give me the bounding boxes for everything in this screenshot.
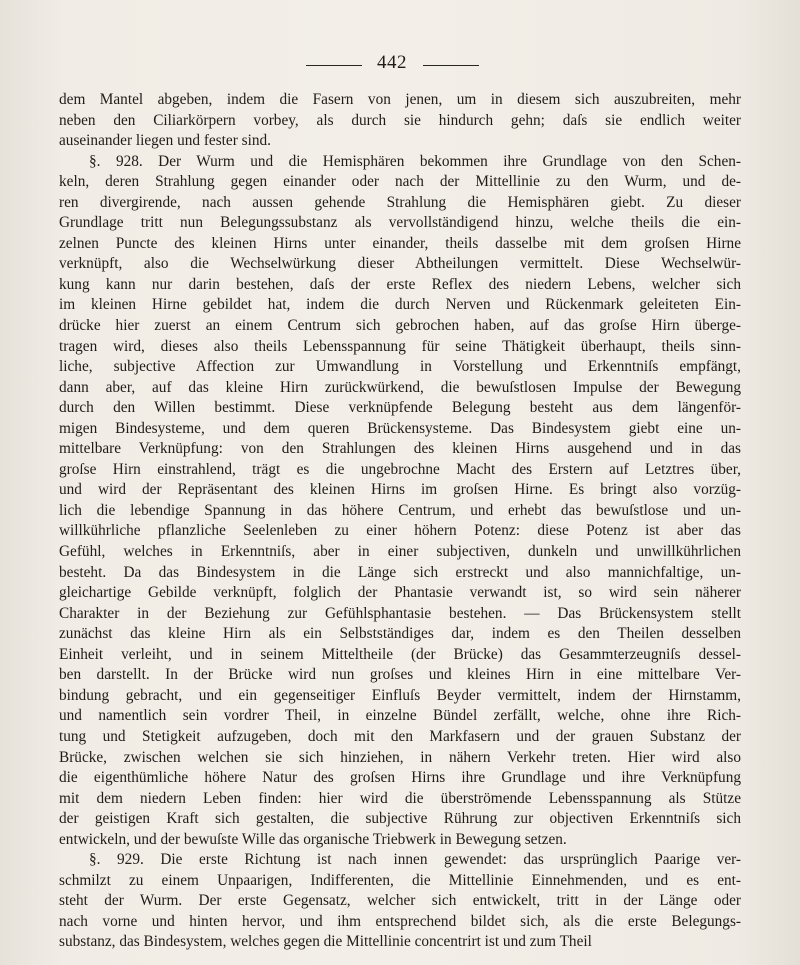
text-line: groſse Hirn einstrahlend, trägt es die ungebrochne Macht des Erstern auf Letztres über, <box>59 460 741 478</box>
text-line: zunächst das kleine Hirn als ein Selbstständiges dar, indem es den Theilen desselben <box>59 625 741 643</box>
text-line: §. 929. Die erste Richtung ist nach innen gewendet: das ursprünglich Paarige ver- <box>89 851 741 869</box>
text-line: und wird der Repräsentant des kleinen Hirns im groſsen Hirne. Es bringt also vorzüg- <box>59 481 741 499</box>
text-line: Gefühl, welches in Erkenntniſs, aber in einer subjectiven, dunkeln und unwillkührlichen <box>59 543 741 561</box>
text-line: auseinander liegen und fester sind. <box>59 132 271 150</box>
paragraph <box>59 90 741 152</box>
text-line: die eigenthümliche höhere Natur des groſsen Hirns ihre Grundlage und ihre Verknüpfung <box>59 769 741 787</box>
text-line: der geistigen Kraft sich gestalten, die subjective Rührung zur objectiven Erkenntniſs sich <box>59 810 741 828</box>
text-line: ren divergirende, nach aussen gehende Strahlung die Hemisphären giebt. Zu dieser <box>59 193 741 211</box>
text-line: tragen wird, dieses also theils Lebensspannung für seine Thätigkeit überhaupt, theils sinn- <box>59 337 741 355</box>
text-line: Charakter in der Beziehung zur Gefühlsphantasie bestehen. — Das Brückensystem stellt <box>59 604 741 622</box>
text-line: bindung gebracht, und ein gegenseitiger Einfluſs Beyder vermittelt, indem der Hirnstamm, <box>59 686 741 704</box>
text-line: tung und Stetigkeit aufzugeben, doch mit den Markfasern und der grauen Substanz der <box>59 727 741 745</box>
page-number: 442 <box>377 52 407 73</box>
paragraph <box>59 152 741 851</box>
text-line: gleichartige Gebilde verknüpft, folglich der Phantasie verwandt ist, so wird sein näherer <box>59 584 741 602</box>
header-rule-left <box>306 65 362 66</box>
text-line: kung kann nur darin bestehen, daſs der erste Reflex des niedern Lebens, welcher sich <box>59 275 741 293</box>
text-line: §. 928. Der Wurm und die Hemisphären bekommen ihre Grundlage von den Schen- <box>89 152 741 170</box>
text-line: willkührliche pflanzliche Seelenleben zu einer höhern Potenz: diese Potenz ist aber das <box>59 522 741 540</box>
page-header <box>0 52 800 76</box>
text-line: entwickeln, und der bewuſste Wille das organische Triebwerk in Bewegung setzen. <box>59 830 567 848</box>
text-line: liche, subjective Affection zur Umwandlung in Vorstellung und Erkenntniſs empfängt, <box>59 358 741 376</box>
text-line: Brücke, zwischen welchen sie sich hinziehen, in nähern Verkehr treten. Hier wird also <box>59 748 741 766</box>
text-line: neben den Ciliarkörpern vorbey, als durch sie hindurch gehn; daſs sie endlich weiter <box>59 111 741 129</box>
text-line: besteht. Da das Bindesystem in die Länge sich erstreckt und also mannichfaltige, un- <box>59 563 741 581</box>
header-rule-right <box>423 65 479 66</box>
text-line: Grundlage tritt nun Belegungssubstanz als vervollständigend hinzu, welche theils die ein- <box>59 214 741 232</box>
text-line: und namentlich sein vordrer Theil, in einzelne Bündel zerfällt, welche, ohne ihre Rich- <box>59 707 741 725</box>
text-line: Einheit verleiht, und in seinem Mitteltheile (der Brücke) das Gesammterzeugniſs dessel- <box>59 645 741 663</box>
body-text <box>59 90 741 953</box>
text-line: substanz, das Bindesystem, welches gegen die Mittellinie concentrirt ist und zum Theil <box>59 933 592 951</box>
text-line: durch den Willen bestimmt. Diese verknüpfende Belegung besteht aus dem längenför- <box>59 399 741 417</box>
text-line: dem Mantel abgeben, indem die Fasern von jenen, um in diesem sich auszubreiten, mehr <box>59 91 741 108</box>
text-line: migen Bindesysteme, und dem queren Brückensysteme. Das Bindesystem giebt eine un- <box>59 419 741 437</box>
text-line: im kleinen Hirne gebildet hat, indem die durch Nerven und Rückenmark geleiteten Ein- <box>59 296 741 314</box>
text-line: drücke hier zuerst an einem Centrum sich gebrochen haben, auf das groſse Hirn überge- <box>59 317 741 335</box>
text-line: steht der Wurm. Der erste Gegensatz, welcher sich entwickelt, tritt in der Länge oder <box>59 892 741 910</box>
text-line: ben darstellt. In der Brücke wird nun groſses und kleines Hirn in eine mittelbare Ver- <box>59 666 741 684</box>
text-line: keln, deren Strahlung gegen einander oder nach der Mittellinie zu den Wurm, und de- <box>59 173 741 191</box>
text-line: lich die lebendige Spannung in das höhere Centrum, und erhebt das bewuſstlose und un- <box>59 501 741 519</box>
text-line: zelnen Puncte des kleinen Hirns unter einander, theils dasselbe mit dem groſsen Hirne <box>59 234 741 252</box>
paragraph <box>59 850 741 953</box>
text-line: nach vorne und hinten hervor, und ihm entsprechend bildet sich, als die erste Belegungs- <box>59 912 741 930</box>
text-line: verknüpft, also die Wechselwürkung dieser Abtheilungen vermittelt. Diese Wechselwür- <box>59 255 741 273</box>
text-line: schmilzt zu einem Unpaarigen, Indifferenten, die Mittellinie Einnehmenden, und es ent- <box>59 871 741 889</box>
text-line: dann aber, auf das kleine Hirn zurückwürkend, die bewuſstlosen Impulse der Bewegung <box>59 378 741 396</box>
text-line: mit dem niedern Leben finden: hier wird die überströmende Lebensspannung als Stütze <box>59 789 741 807</box>
text-line: mittelbare Verknüpfung: von den Strahlungen des kleinen Hirns ausgehend und in das <box>59 440 741 458</box>
